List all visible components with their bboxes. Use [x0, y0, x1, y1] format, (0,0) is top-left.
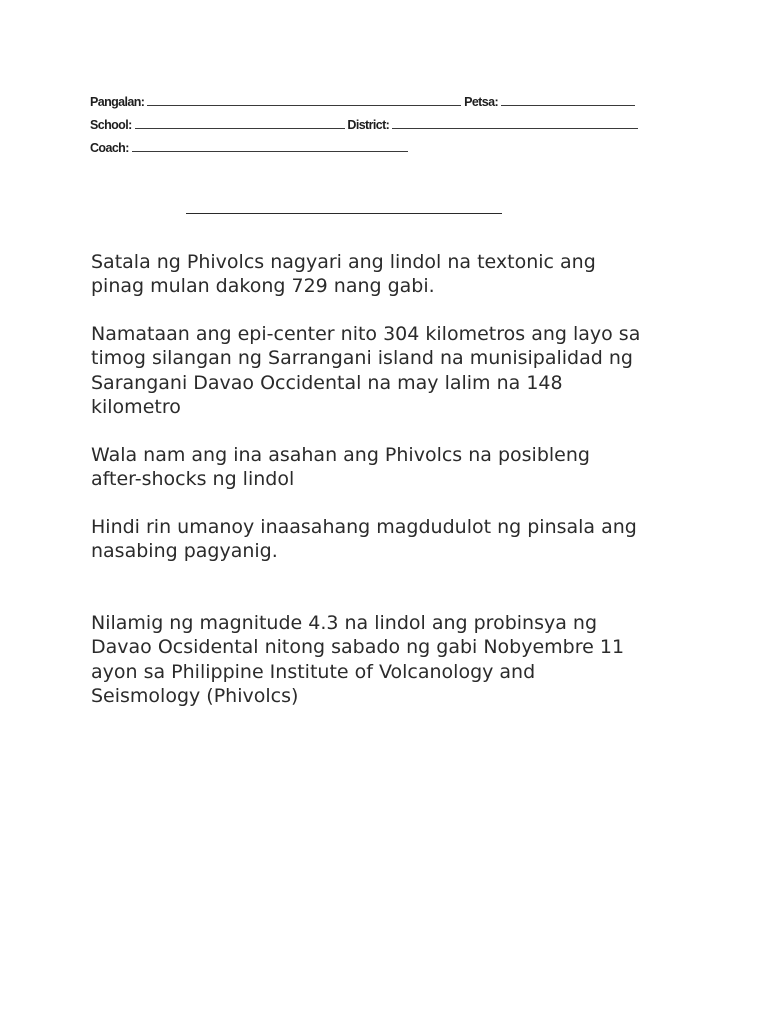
school-blank-line	[135, 117, 345, 129]
coach-row	[90, 140, 408, 155]
paragraph-2: Namataan ang epi-center nito 304 kilometros ang layo sa timog silangan ng Sarrangani island na munisipalidad ng Sarangani Davao Occidental na may lalim na 148 kilometro	[91, 323, 641, 418]
name-date-row	[90, 94, 635, 109]
district-label: District:	[347, 118, 390, 132]
date-label: Petsa:	[464, 95, 499, 109]
name-label: Pangalan:	[90, 95, 145, 109]
coach-label: Coach:	[90, 141, 129, 155]
paragraph-5: Nilamig ng magnitude 4.3 na lindol ang probinsya ng Davao Ocsidental nitong sabado ng gabi Nobyembre 11 ayon sa Philippine Institute of Volcanology and Seismology (Phivolcs)	[91, 612, 625, 707]
paragraph-1: Satala ng Phivolcs nagyari ang lindol na textonic ang pinag mulan dakong 729 nang gabi.	[91, 251, 596, 298]
school-label: School:	[90, 118, 132, 132]
district-blank-line	[392, 117, 638, 129]
title-blank-line	[186, 213, 502, 214]
name-blank-line	[147, 94, 461, 106]
paragraph-3: Wala nam ang ina asahan ang Phivolcs na posibleng after-shocks ng lindol	[91, 444, 590, 491]
paragraph-4: Hindi rin umanoy inaasahang magdudulot ng pinsala ang nasabing pagyanig.	[91, 516, 637, 563]
school-district-row	[90, 117, 638, 132]
date-blank-line	[501, 94, 635, 106]
coach-blank-line	[132, 140, 408, 152]
